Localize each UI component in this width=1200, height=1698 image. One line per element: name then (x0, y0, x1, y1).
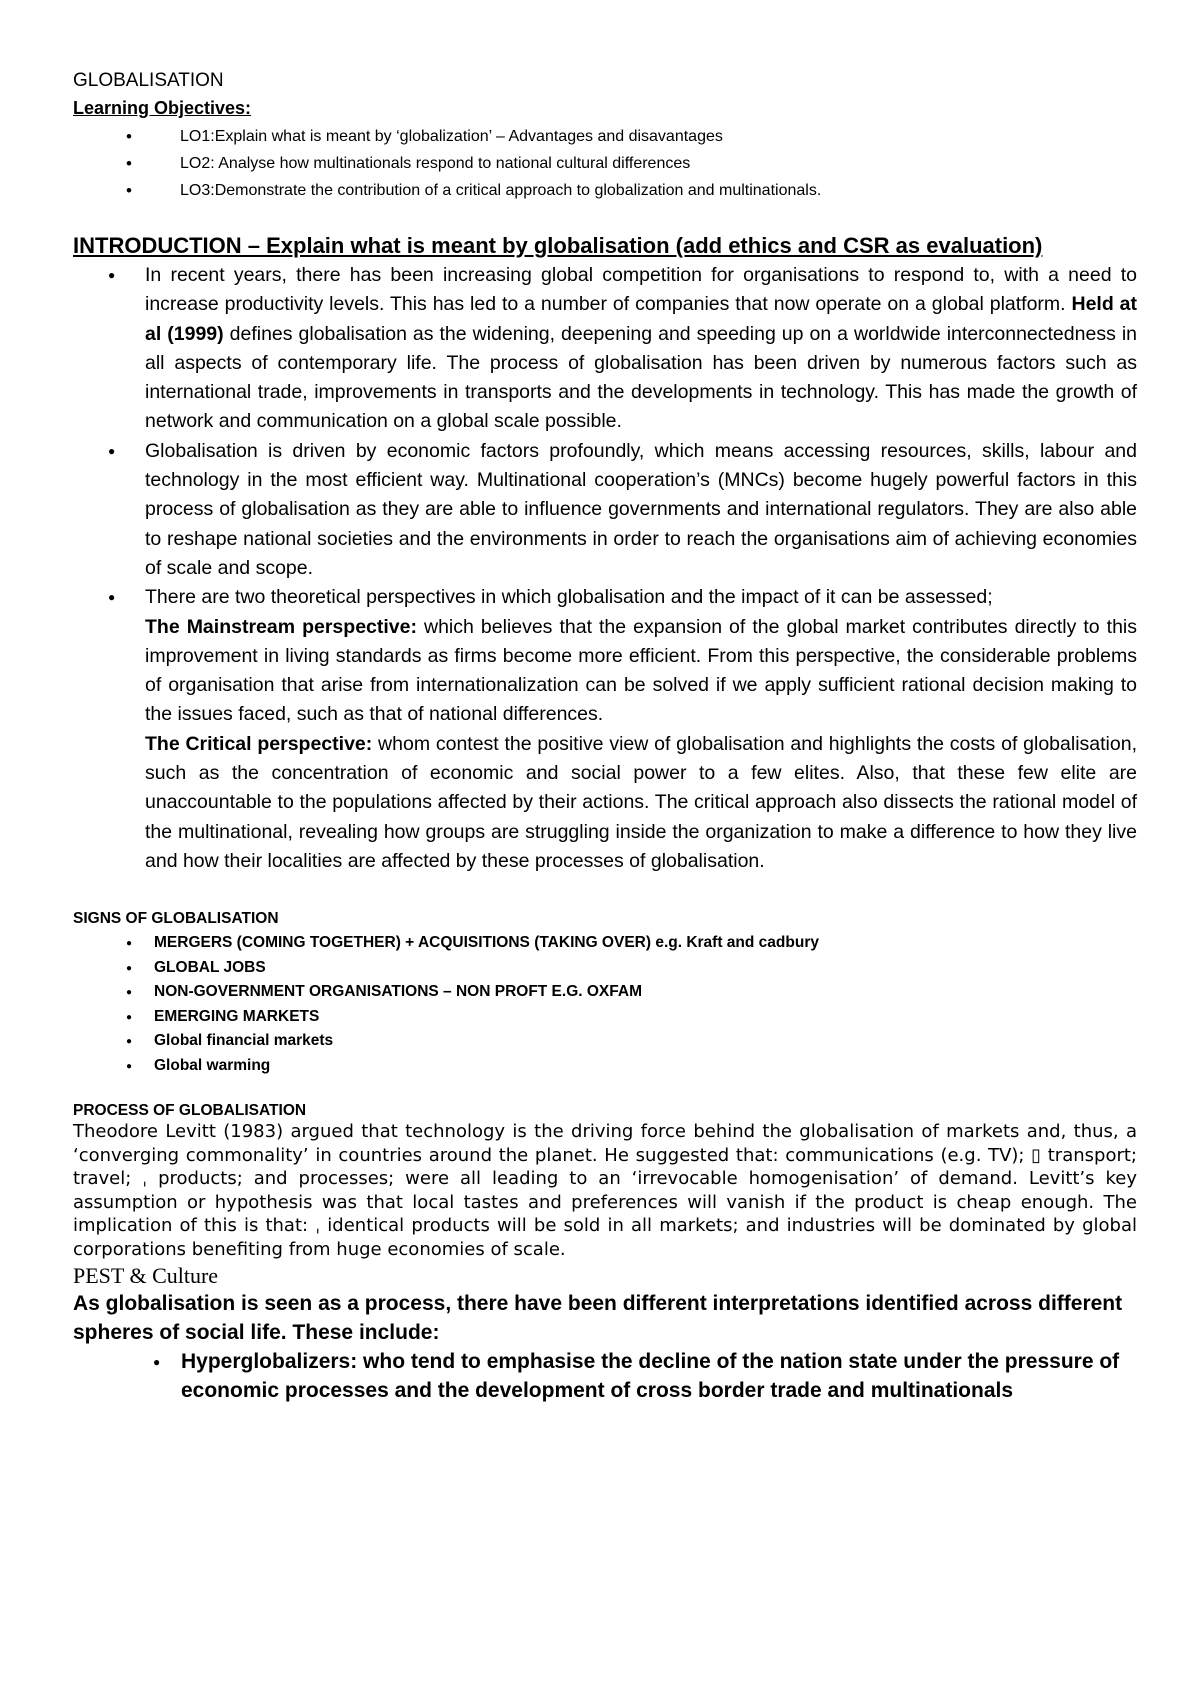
learning-objective-3: • LO3:Demonstrate the contribution of a critical approach to globalization and multinationals. (73, 177, 1137, 204)
process-heading: PROCESS OF GLOBALISATION (73, 1102, 307, 1120)
hyperglobalizers-text: who tend to emphasise the decline of the nation state under the pressure of economic processes and the development of cross border trade and multinationals (181, 1350, 1120, 1403)
intro-bullet-3 (73, 583, 1137, 876)
critical-label: The Critical perspective: (145, 732, 373, 755)
pest-paragraph: As globalisation is seen as a process, there have been different interpretations identified across different spheres of social life. These include: (73, 1292, 1123, 1345)
held-citation: Held at al (1999) (145, 293, 1137, 345)
document-title: GLOBALISATION (73, 70, 224, 91)
sign-item: ● EMERGING MARKETS (73, 1005, 1137, 1030)
document-page (73, 70, 1137, 1405)
critical-text: whom contest the positive view of globalisation and highlights the costs of globalisation, such as the concentration of economic and social power to a few elites. Also, that these few elite are unaccountable to the populations affected by their actions. The critical approach also dissects the rational model of the multinational, revealing how groups are struggling inside the organization to make a difference to how they live and how their localities are affected by these processes of globalisation. (145, 732, 1137, 872)
learning-objectives-list (73, 123, 1137, 204)
pest-heading: PEST & Culture (73, 1263, 219, 1289)
signs-list (73, 931, 1137, 1078)
signs-heading: SIGNS OF GLOBALISATION (73, 910, 279, 928)
introduction-heading: INTRODUCTION – Explain what is meant by globalisation (add ethics and CSR as evaluation) (73, 233, 1043, 258)
sign-item: ● MERGERS (COMING TOGETHER) + ACQUISITIONS (TAKING OVER) e.g. Kraft and cadbury (73, 931, 1137, 956)
mainstream-text: which believes that the expansion of the global market contributes directly to this improvement in living standards as firms become more efficient. From this perspective, the considerable problems of organisation that arise from internationalization can be solved if we apply sufficient rational decision making to the issues faced, such as that of national differences. (145, 615, 1137, 726)
hyperglobalizers-label: Hyperglobalizers: (181, 1350, 358, 1374)
learning-objective-1: • LO1:Explain what is meant by ‘globalization’ – Advantages and disavantages (73, 123, 1137, 150)
sign-item: ● Global warming (73, 1054, 1137, 1079)
perspectives-intro: ● There are two theoretical perspectives in which globalisation and the impact of it can be assessed; (145, 586, 993, 609)
intro-bullet-2: ● Globalisation is driven by economic factors profoundly, which means accessing resources, skills, labour and technology in the most efficient way. Multinational cooperation’s (MNCs) become hugely powerful factors in this process of globalisation as they are able to influence governments and international regulators. They are also able to reshape national societies and the environments in order to reach the organisations aim of achieving economies of scale and scope. (73, 437, 1137, 583)
intro-bullet-1 (73, 261, 1137, 437)
mainstream-label: The Mainstream perspective: (145, 615, 417, 638)
sign-item: ● NON-GOVERNMENT ORGANISATIONS – NON PROFT E.G. OXFAM (73, 980, 1137, 1005)
intro-bullet-1-text-b: defines globalisation as the widening, deepening and speeding up on a worldwide interconnectedness in all aspects of contemporary life. The process of globalisation has been driven by numerous factors such as international trade, improvements in transports and the developments in technology. This has made the growth of network and communication on a global scale possible. (145, 322, 1137, 433)
mainstream-perspective (145, 613, 1137, 730)
introduction-list (73, 261, 1137, 876)
critical-perspective (145, 730, 1137, 876)
sign-item: ● GLOBAL JOBS (73, 956, 1137, 981)
intro-bullet-1-text-a: In recent years, there has been increasing global competition for organisations to respond to, with a need to increase productivity levels. This has led to a number of companies that now operate on a global platform. (145, 264, 1137, 316)
process-paragraph: Theodore Levitt (1983) argued that technology is the driving force behind the globalisation of markets and, thus, a ‘converging commonality’ in countries around the planet. He suggested that: communications (e.g. TV); ▯ transport; travel; ˌ products; and processes; were all leading to an ‘irrevocable homogenisation’ of demand. Levitt’s key assumption or hypothesis was that local tastes and preferences will vanish if the product is cheap enough. The implication of this is that: ˌ identical products will be sold in all markets; and industries will be dominated by global corporations benefiting from huge economies of scale. (73, 1121, 1137, 1260)
pest-list (73, 1347, 1137, 1405)
learning-objectives-heading: Learning Objectives: (73, 98, 252, 118)
pest-item-hyperglobalizers (73, 1347, 1137, 1405)
learning-objective-2: • LO2: Analyse how multinationals respond to national cultural differences (73, 150, 1137, 177)
sign-item: ● Global financial markets (73, 1029, 1137, 1054)
